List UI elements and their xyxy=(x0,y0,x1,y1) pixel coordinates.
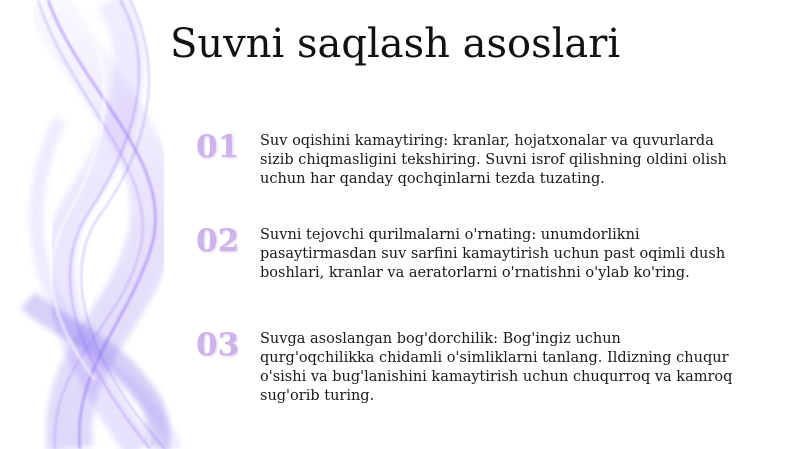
item-text: Suvni tejovchi qurilmalarni o'rnating: unumdorlikni pasaytirmasdan suv sarfini kamaytirish uchun past oqimli dush boshlari, kranlar va aeratorlarni o'rnatishni o'ylab ko'ring. xyxy=(260,227,726,281)
purple-smoke-decoration xyxy=(0,0,220,449)
slide-title: Suvni saqlash asoslari xyxy=(170,21,621,67)
item-number: 03 xyxy=(196,327,240,363)
item-number: 02 xyxy=(196,223,240,259)
item-text: Suv oqishini kamaytiring: kranlar, hojatxonalar va quvurlarda sizib chiqmasligini tekshiring. Suvni isrof qilishning oldini olish uchun har qanday qochqinlarni tezda tuzating. xyxy=(260,133,727,187)
item-number: 01 xyxy=(196,129,240,165)
item-text: Suvga asoslangan bog'dorchilik: Bog'ingiz uchun qurg'oqchilikka chidamli o'simliklarni tanlang. Ildizning chuqur o'sishi va bug'lanishini kamaytirish uchun chuqurroq va kamroq sug'orib turing. xyxy=(260,331,733,404)
